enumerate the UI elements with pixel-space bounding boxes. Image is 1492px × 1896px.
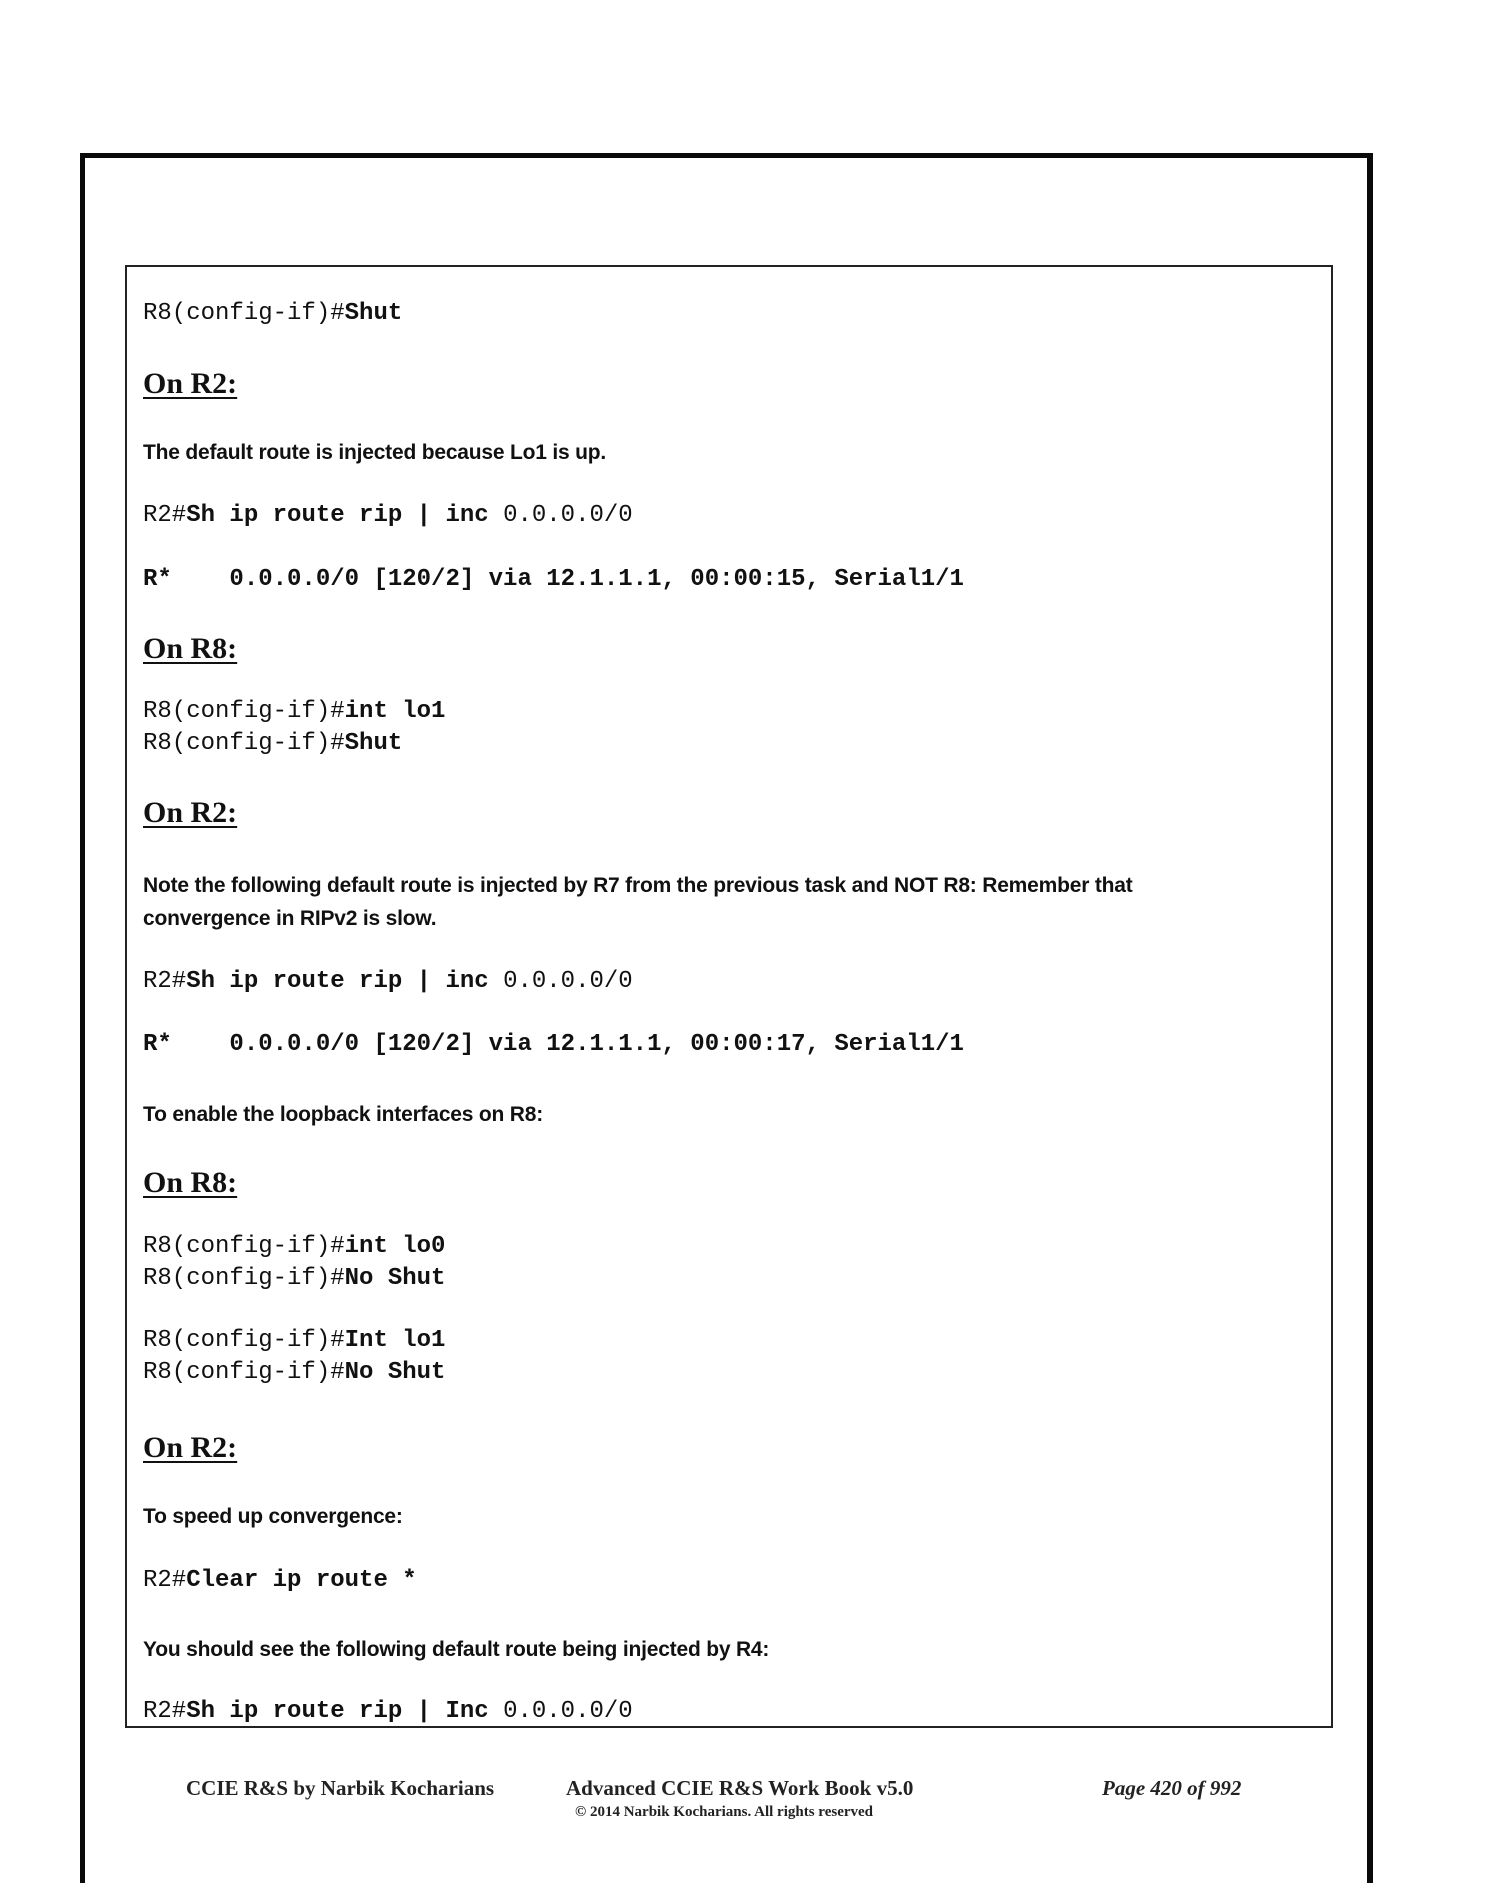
- cli-command: Clear ip route *: [186, 1567, 417, 1594]
- cli-prompt: R8(config-if)#: [143, 300, 345, 327]
- content-box: [125, 265, 1333, 1728]
- cli-prompt: R8(config-if)#: [143, 1327, 345, 1354]
- cli-line: [143, 297, 402, 331]
- cli-prompt: R8(config-if)#: [143, 698, 345, 725]
- paragraph: Note the following default route is injected by R7 from the previous task and NOT R8: Remember that: [143, 874, 1133, 897]
- paragraph: The default route is injected because Lo1 is up.: [143, 441, 607, 464]
- paragraph: To enable the loopback interfaces on R8:: [143, 1103, 544, 1126]
- cli-prompt: R2#: [143, 1567, 187, 1594]
- cli-command: int lo1: [344, 698, 446, 725]
- cli-prompt: R8(config-if)#: [143, 1359, 345, 1386]
- cli-line: [143, 1324, 445, 1358]
- cli-line: [143, 1564, 417, 1598]
- cli-line: [143, 695, 445, 729]
- page-number: Page 420 of 992: [1102, 1776, 1242, 1800]
- cli-command: Shut: [344, 300, 403, 327]
- cli-line: [143, 1262, 445, 1296]
- cli-line: [143, 1356, 445, 1390]
- section-heading: On R2:: [143, 1431, 238, 1464]
- cli-line: [143, 965, 633, 999]
- section-heading: On R2:: [143, 796, 238, 829]
- section-heading: On R2:: [143, 367, 238, 400]
- cli-command: No Shut: [344, 1359, 446, 1386]
- cli-line: [143, 727, 402, 761]
- footer-author: CCIE R&S by Narbik Kocharians: [186, 1776, 495, 1800]
- cli-prompt: R8(config-if)#: [143, 1265, 345, 1292]
- section-heading: On R8:: [143, 1166, 238, 1199]
- cli-argument: 0.0.0.0/0: [488, 502, 633, 529]
- cli-prompt: R2#: [143, 1698, 187, 1725]
- cli-argument: 0.0.0.0/0: [488, 1698, 633, 1725]
- cli-prompt: R8(config-if)#: [143, 1233, 345, 1260]
- cli-line: [143, 1230, 445, 1264]
- cli-prompt: R2#: [143, 502, 187, 529]
- route-output: R* 0.0.0.0/0 [120/2] via 12.1.1.1, 00:00:15, Serial1/1: [143, 566, 964, 593]
- cli-command: No Shut: [344, 1265, 446, 1292]
- route-output: R* 0.0.0.0/0 [120/2] via 12.1.1.1, 00:00:17, Serial1/1: [143, 1031, 964, 1058]
- cli-command: Sh ip route rip | Inc: [186, 1698, 489, 1725]
- cli-line: [143, 1695, 633, 1728]
- paragraph: You should see the following default route being injected by R4:: [143, 1638, 770, 1661]
- cli-argument: 0.0.0.0/0: [488, 968, 633, 995]
- cli-command: Sh ip route rip | inc: [186, 968, 489, 995]
- cli-prompt: R8(config-if)#: [143, 730, 345, 757]
- paragraph: To speed up convergence:: [143, 1505, 403, 1528]
- section-heading: On R8:: [143, 632, 238, 665]
- footer-book-title: Advanced CCIE R&S Work Book v5.0: [566, 1776, 914, 1800]
- cli-prompt: R2#: [143, 968, 187, 995]
- paragraph: convergence in RIPv2 is slow.: [143, 907, 437, 930]
- cli-command: int lo0: [344, 1233, 446, 1260]
- cli-command: Sh ip route rip | inc: [186, 502, 489, 529]
- cli-command: Int lo1: [344, 1327, 446, 1354]
- cli-command: Shut: [344, 730, 403, 757]
- footer-copyright: © 2014 Narbik Kocharians. All rights reserved: [575, 1804, 874, 1820]
- cli-line: [143, 499, 633, 533]
